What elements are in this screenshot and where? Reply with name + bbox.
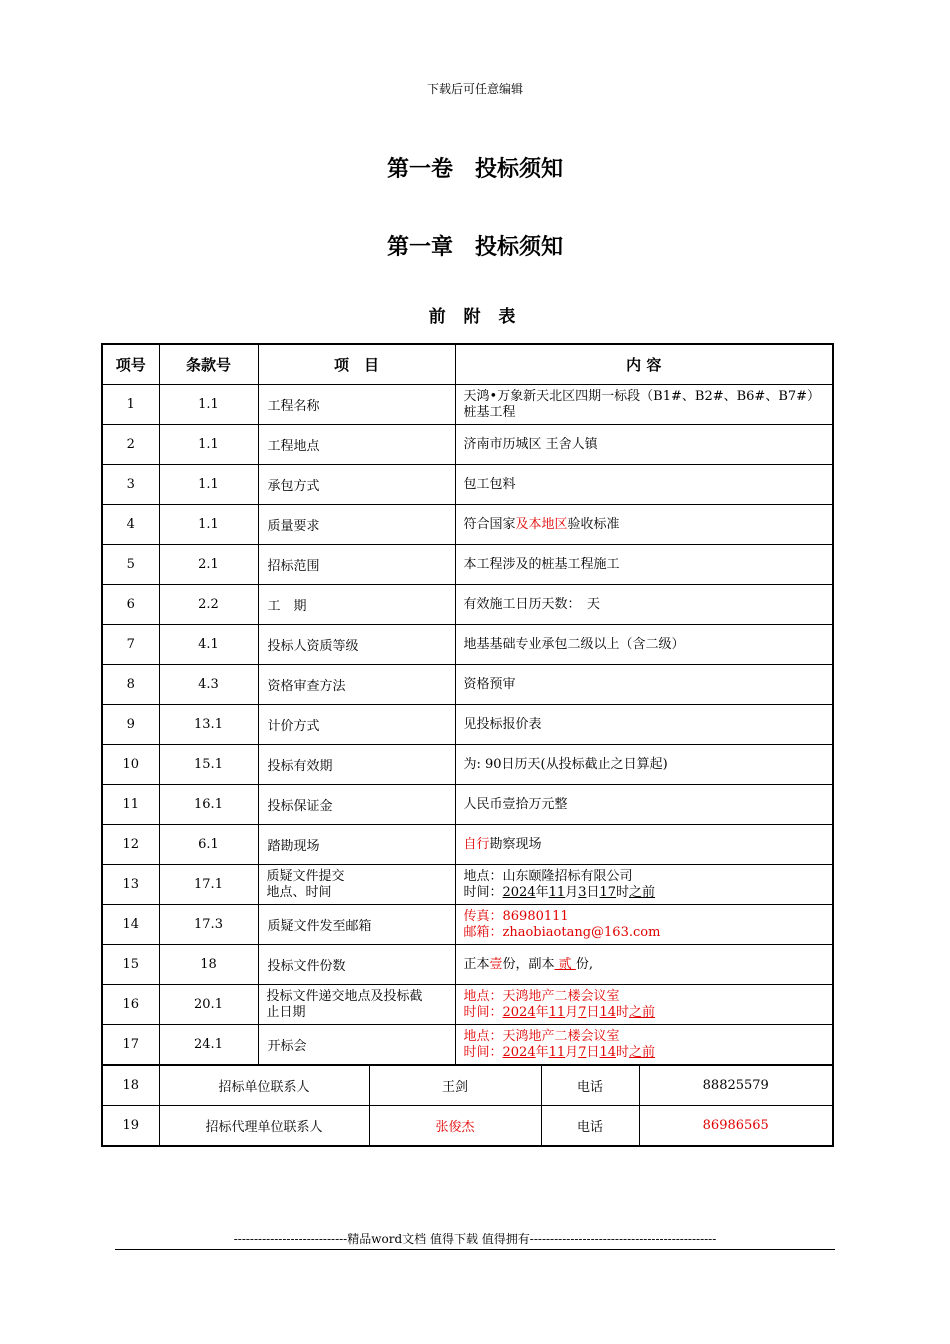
cell-clause: 16.1 — [159, 785, 258, 825]
content-text: 勘察现场 — [489, 836, 542, 852]
cell-content: 济南市历城区 王舍人镇 — [455, 425, 833, 465]
content-text: 份，副本 — [502, 956, 555, 972]
header-note: 下载后可任意编辑 — [426, 82, 523, 96]
time-unit: 年 — [535, 1004, 549, 1020]
front-attached-table — [101, 343, 832, 1147]
table-row — [102, 865, 833, 905]
content-fax: 传真：86980111 — [463, 908, 569, 924]
cell-clause: 1.1 — [159, 465, 258, 505]
cell-clause: 24.1 — [159, 1025, 258, 1065]
time-year: 2024 — [502, 1004, 536, 1020]
content-text-red: 壹 — [489, 956, 503, 972]
cell-no: 16 — [102, 985, 159, 1025]
time-unit: 年 — [535, 1044, 549, 1060]
cell-content: 人民币壹拾万元整 — [455, 785, 833, 825]
cell-content: 包工包料 — [455, 465, 833, 505]
cell-no: 8 — [102, 665, 159, 705]
cell-item: 开标会 — [258, 1025, 455, 1065]
cell-no: 14 — [102, 905, 159, 945]
time-unit: 日 — [586, 1044, 600, 1060]
cell-content — [455, 865, 833, 905]
cell-clause: 1.1 — [159, 505, 258, 545]
item-line: 地点、时间 — [266, 884, 332, 900]
cell-item — [258, 985, 455, 1025]
time-hour: 17 — [599, 884, 617, 900]
col-header-no: 项号 — [102, 344, 159, 385]
table-row — [102, 625, 833, 665]
cell-item: 工程地点 — [258, 425, 455, 465]
cell-item: 计价方式 — [258, 705, 455, 745]
cell-content — [455, 505, 833, 545]
cell-content — [455, 825, 833, 865]
cell-content — [455, 1025, 833, 1065]
time-month: 11 — [548, 884, 566, 900]
content-time — [464, 1005, 825, 1021]
cell-clause: 1.1 — [159, 425, 258, 465]
cell-content — [455, 945, 833, 985]
cell-content: 为: 90日历天(从投标截止之日算起) — [455, 745, 833, 785]
cell-no: 18 — [102, 1066, 159, 1106]
cell-item: 资格审查方法 — [258, 665, 455, 705]
cell-item: 投标文件份数 — [258, 945, 455, 985]
table-row — [102, 545, 833, 585]
table-row — [102, 945, 833, 985]
content-text: 验收标准 — [567, 516, 620, 532]
cell-item — [258, 865, 455, 905]
time-day: 7 — [578, 1004, 587, 1020]
time-day: 3 — [578, 884, 587, 900]
cell-content — [455, 905, 833, 945]
chapter-title: 第一章 投标须知 — [386, 235, 563, 260]
cell-item: 工程名称 — [258, 385, 455, 425]
cell-item: 踏勘现场 — [258, 825, 455, 865]
table-row — [102, 745, 833, 785]
table-row — [102, 905, 833, 945]
cell-clause: 2.1 — [159, 545, 258, 585]
table-row — [102, 505, 833, 545]
time-month: 11 — [548, 1044, 566, 1060]
cell-content: 见投标报价表 — [455, 705, 833, 745]
cell-no: 1 — [102, 385, 159, 425]
cell-item: 承包方式 — [258, 465, 455, 505]
table-row — [102, 1025, 833, 1065]
time-end: 之前 — [629, 1044, 656, 1060]
cell-clause: 13.1 — [159, 705, 258, 745]
col-header-item: 项 目 — [258, 344, 455, 385]
cell-content: 资格预审 — [455, 665, 833, 705]
cell-item: 质疑文件发至邮箱 — [258, 905, 455, 945]
cell-item: 工 期 — [258, 585, 455, 625]
cell-clause: 4.1 — [159, 625, 258, 665]
cell-content: 本工程涉及的桩基工程施工 — [455, 545, 833, 585]
cell-no: 2 — [102, 425, 159, 465]
page-footer: ----------------------------精品word文档 值得下载 值得拥有---------------------------------------------- — [115, 1230, 835, 1250]
item-line: 投标文件递交地点及投标截 — [266, 988, 423, 1004]
content-text-red: 自行 — [463, 836, 490, 852]
col-header-clause: 条款号 — [159, 344, 258, 385]
time-unit: 时 — [616, 884, 630, 900]
item-line: 质疑文件提交 — [266, 868, 345, 884]
contact-row — [102, 1106, 833, 1147]
col-header-content: 内 容 — [455, 344, 833, 385]
content-text-red: 及本地区 — [515, 516, 568, 532]
table-row — [102, 985, 833, 1025]
time-year: 2024 — [502, 1044, 536, 1060]
time-unit: 时 — [616, 1044, 630, 1060]
cell-no: 4 — [102, 505, 159, 545]
time-year: 2024 — [502, 884, 536, 900]
cell-no: 3 — [102, 465, 159, 505]
cell-item: 招标范围 — [258, 545, 455, 585]
table-row — [102, 825, 833, 865]
cell-clause: 6.1 — [159, 825, 258, 865]
cell-content: 地基基础专业承包二级以上（含二级） — [455, 625, 833, 665]
cell-item: 投标有效期 — [258, 745, 455, 785]
cell-clause: 2.2 — [159, 585, 258, 625]
cell-clause: 1.1 — [159, 385, 258, 425]
content-text-red: 贰 — [554, 956, 576, 972]
cell-no: 11 — [102, 785, 159, 825]
cell-no: 13 — [102, 865, 159, 905]
cell-no: 9 — [102, 705, 159, 745]
time-unit: 日 — [586, 1004, 600, 1020]
table-row — [102, 385, 833, 425]
cell-no: 12 — [102, 825, 159, 865]
time-unit: 日 — [586, 884, 600, 900]
cell-clause: 20.1 — [159, 985, 258, 1025]
time-month: 11 — [548, 1004, 566, 1020]
cell-content: 有效施工日历天数： 天 — [455, 585, 833, 625]
cell-content — [455, 985, 833, 1025]
cell-no: 5 — [102, 545, 159, 585]
cell-no: 17 — [102, 1025, 159, 1065]
cell-item: 投标人资质等级 — [258, 625, 455, 665]
time-label: 时间： — [463, 1004, 503, 1020]
content-text: 符合国家 — [463, 516, 516, 532]
time-unit: 月 — [565, 884, 579, 900]
time-label: 时间： — [463, 884, 503, 900]
content-text: 份, — [575, 956, 593, 972]
volume-title: 第一卷 投标须知 — [386, 157, 563, 182]
contact-label: 招标代理单位联系人 — [159, 1106, 369, 1147]
phone-label: 电话 — [541, 1066, 639, 1106]
content-location: 地点：天鸿地产二楼会议室 — [463, 1028, 620, 1044]
cell-clause: 17.3 — [159, 905, 258, 945]
cell-item: 投标保证金 — [258, 785, 455, 825]
cell-no: 7 — [102, 625, 159, 665]
cell-no: 19 — [102, 1106, 159, 1147]
contact-label: 招标单位联系人 — [159, 1066, 369, 1106]
main-table — [101, 343, 834, 1065]
content-email: 邮箱：zhaobiaotang@163.com — [463, 924, 661, 940]
cell-no: 15 — [102, 945, 159, 985]
cell-no: 10 — [102, 745, 159, 785]
contact-name: 张俊杰 — [369, 1106, 541, 1147]
time-day: 7 — [578, 1044, 587, 1060]
time-label: 时间： — [463, 1044, 503, 1060]
content-location: 地点：天鸿地产二楼会议室 — [463, 988, 620, 1004]
cell-clause: 15.1 — [159, 745, 258, 785]
time-end: 之前 — [629, 1004, 656, 1020]
time-unit: 月 — [565, 1044, 579, 1060]
cell-item: 质量要求 — [258, 505, 455, 545]
table-header-row — [102, 344, 833, 385]
content-time — [464, 885, 825, 901]
content-time — [464, 1045, 825, 1061]
cell-clause: 4.3 — [159, 665, 258, 705]
contact-row — [102, 1066, 833, 1106]
content-location: 地点：山东颐隆招标有限公司 — [463, 868, 633, 884]
time-unit: 年 — [535, 884, 549, 900]
time-hour: 14 — [599, 1044, 617, 1060]
table-row — [102, 785, 833, 825]
table-row — [102, 425, 833, 465]
content-text: 正本 — [463, 956, 490, 972]
time-unit: 时 — [616, 1004, 630, 1020]
table-row — [102, 585, 833, 625]
time-end: 之前 — [629, 884, 656, 900]
item-line: 止日期 — [266, 1004, 306, 1020]
time-hour: 14 — [599, 1004, 617, 1020]
table-row — [102, 665, 833, 705]
contacts-table — [101, 1065, 834, 1147]
table-row — [102, 705, 833, 745]
cell-clause: 18 — [159, 945, 258, 985]
table-row — [102, 465, 833, 505]
table-title: 前 附 表 — [428, 307, 522, 327]
phone-number: 88825579 — [639, 1066, 833, 1106]
contact-name: 王剑 — [369, 1066, 541, 1106]
cell-clause: 17.1 — [159, 865, 258, 905]
phone-label: 电话 — [541, 1106, 639, 1147]
cell-content: 天鸿•万象新天北区四期一标段（B1#、B2#、B6#、B7#）桩基工程 — [455, 385, 833, 425]
cell-no: 6 — [102, 585, 159, 625]
phone-number: 86986565 — [639, 1106, 833, 1147]
time-unit: 月 — [565, 1004, 579, 1020]
